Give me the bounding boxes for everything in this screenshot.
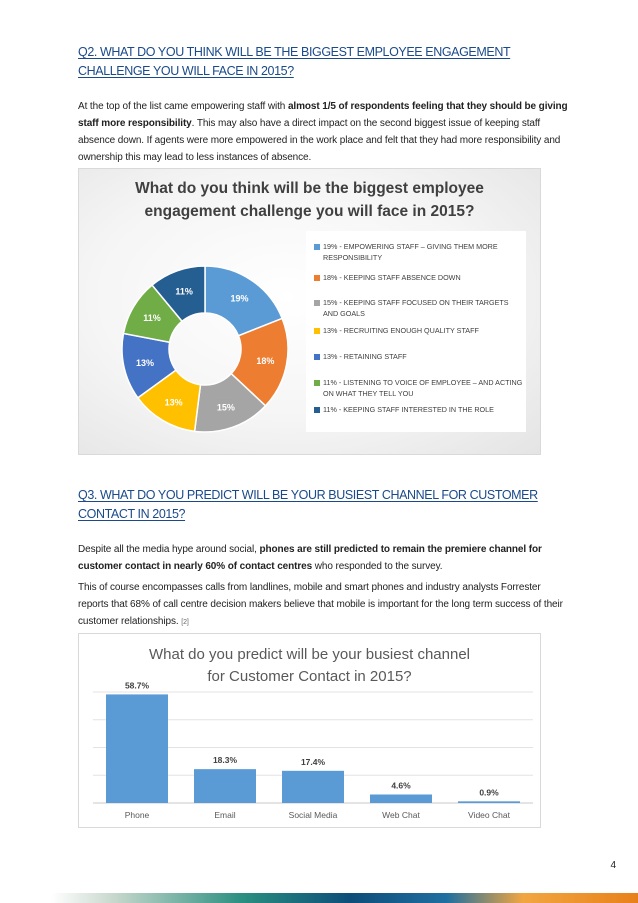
donut-chart-title: What do you think will be the biggest employee engagement challenge you will face in 2015? (135, 180, 484, 220)
q3-paragraph-2 (78, 579, 568, 631)
legend-label: 15% - KEEPING STAFF FOCUSED ON THEIR TARGETS AND GOALS (323, 298, 509, 318)
legend-swatch (314, 328, 320, 334)
legend-swatch (314, 354, 320, 360)
donut-chart-panel (78, 168, 541, 455)
legend-item (314, 352, 524, 363)
x-tick-label: Web Chat (382, 810, 420, 820)
donut-legend (306, 231, 526, 432)
legend-swatch (314, 275, 320, 281)
legend-label: 13% - RETAINING STAFF (323, 352, 407, 361)
donut-chart (115, 259, 295, 439)
bar-chart (79, 634, 540, 827)
legend-label: 18% - KEEPING STAFF ABSENCE DOWN (323, 273, 461, 282)
q2-heading: Q2. WHAT DO YOU THINK WILL BE THE BIGGEST EMPLOYEE ENGAGEMENT CHALLENGE YOU WILL FACE IN 2015? (78, 45, 511, 78)
q3-para1-bold: phones are still predicted to remain the premiere channel for customer contact in nearly 60% of contact centres (78, 544, 542, 572)
legend-item (314, 378, 524, 399)
legend-item (314, 326, 524, 337)
legend-swatch (314, 380, 320, 386)
donut-data-label: 15% (216, 402, 235, 413)
legend-item (314, 242, 524, 263)
donut-data-label: 13% (135, 357, 154, 368)
legend-label: 11% - LISTENING TO VOICE OF EMPLOYEE – AND ACTING ON WHAT THEY TELL YOU (323, 378, 523, 398)
bar-data-label: 0.9% (479, 787, 499, 798)
q2-para-text: At the top of the list came empowering staff with (78, 101, 288, 112)
donut-data-label: 13% (164, 397, 183, 408)
bar-data-label: 4.6% (391, 780, 411, 791)
q3-para2-text: This of course encompasses calls from landlines, mobile and smart phones and industry analysts Forrester reports that 68% of call centre decision makers believe that mobile is important for the long term success of their customer relationships. (78, 582, 563, 627)
bar (370, 794, 432, 803)
q3-paragraph-1 (78, 541, 568, 575)
legend-label: 19% - EMPOWERING STAFF – GIVING THEM MORE RESPONSIBILITY (323, 242, 498, 262)
x-tick-label: Social Media (288, 810, 338, 820)
donut-data-label: 11% (175, 286, 193, 297)
x-tick-label: Phone (124, 810, 150, 820)
bar (194, 769, 256, 803)
reference-marker: [2] (181, 619, 189, 626)
legend-swatch (314, 244, 320, 250)
x-tick-label: Email (214, 810, 236, 820)
footer-color-bar (0, 893, 638, 903)
page-number: 4 (610, 860, 616, 871)
legend-item (314, 405, 524, 416)
q3-heading: Q3. WHAT DO YOU PREDICT WILL BE YOUR BUSIEST CHANNEL FOR CUSTOMER CONTACT IN 2015? (78, 488, 538, 521)
x-tick-label: Video Chat (468, 810, 510, 820)
bar-data-label: 18.3% (212, 755, 238, 766)
q3-para1-text: Despite all the media hype around social, (78, 544, 260, 555)
legend-label: 13% - RECRUITING ENOUGH QUALITY STAFF (323, 326, 479, 335)
bar (106, 694, 168, 803)
donut-data-label: 19% (230, 293, 249, 304)
legend-item (314, 298, 524, 319)
bar (282, 771, 344, 803)
donut-data-label: 18% (256, 356, 275, 367)
legend-label: 11% - KEEPING STAFF INTERESTED IN THE ROLE (323, 405, 494, 414)
donut-data-label: 11% (143, 313, 161, 324)
bar-chart-title: What do you predict will be your busiest channel for Customer Contact in 2015? (148, 646, 470, 685)
bar-data-label: 17.4% (300, 756, 326, 767)
legend-item (314, 273, 524, 284)
bar-data-label: 58.7% (124, 680, 150, 691)
bar-chart-panel (78, 633, 541, 828)
q2-paragraph (78, 98, 568, 166)
bar (458, 801, 520, 803)
legend-swatch (314, 407, 320, 413)
q3-para1-text-end: who responded to the survey. (312, 561, 443, 572)
legend-swatch (314, 300, 320, 306)
q2-para-text-end: . This may also have a direct impact on the second biggest issue of keeping staff absence down. If agents were more empowered in the work place and felt that they had more responsibility and ownership this may lead to less instances of absence. (78, 118, 561, 163)
q2-para-bold: almost 1/5 of respondents feeling that they should be giving staff more responsibility (78, 101, 568, 129)
